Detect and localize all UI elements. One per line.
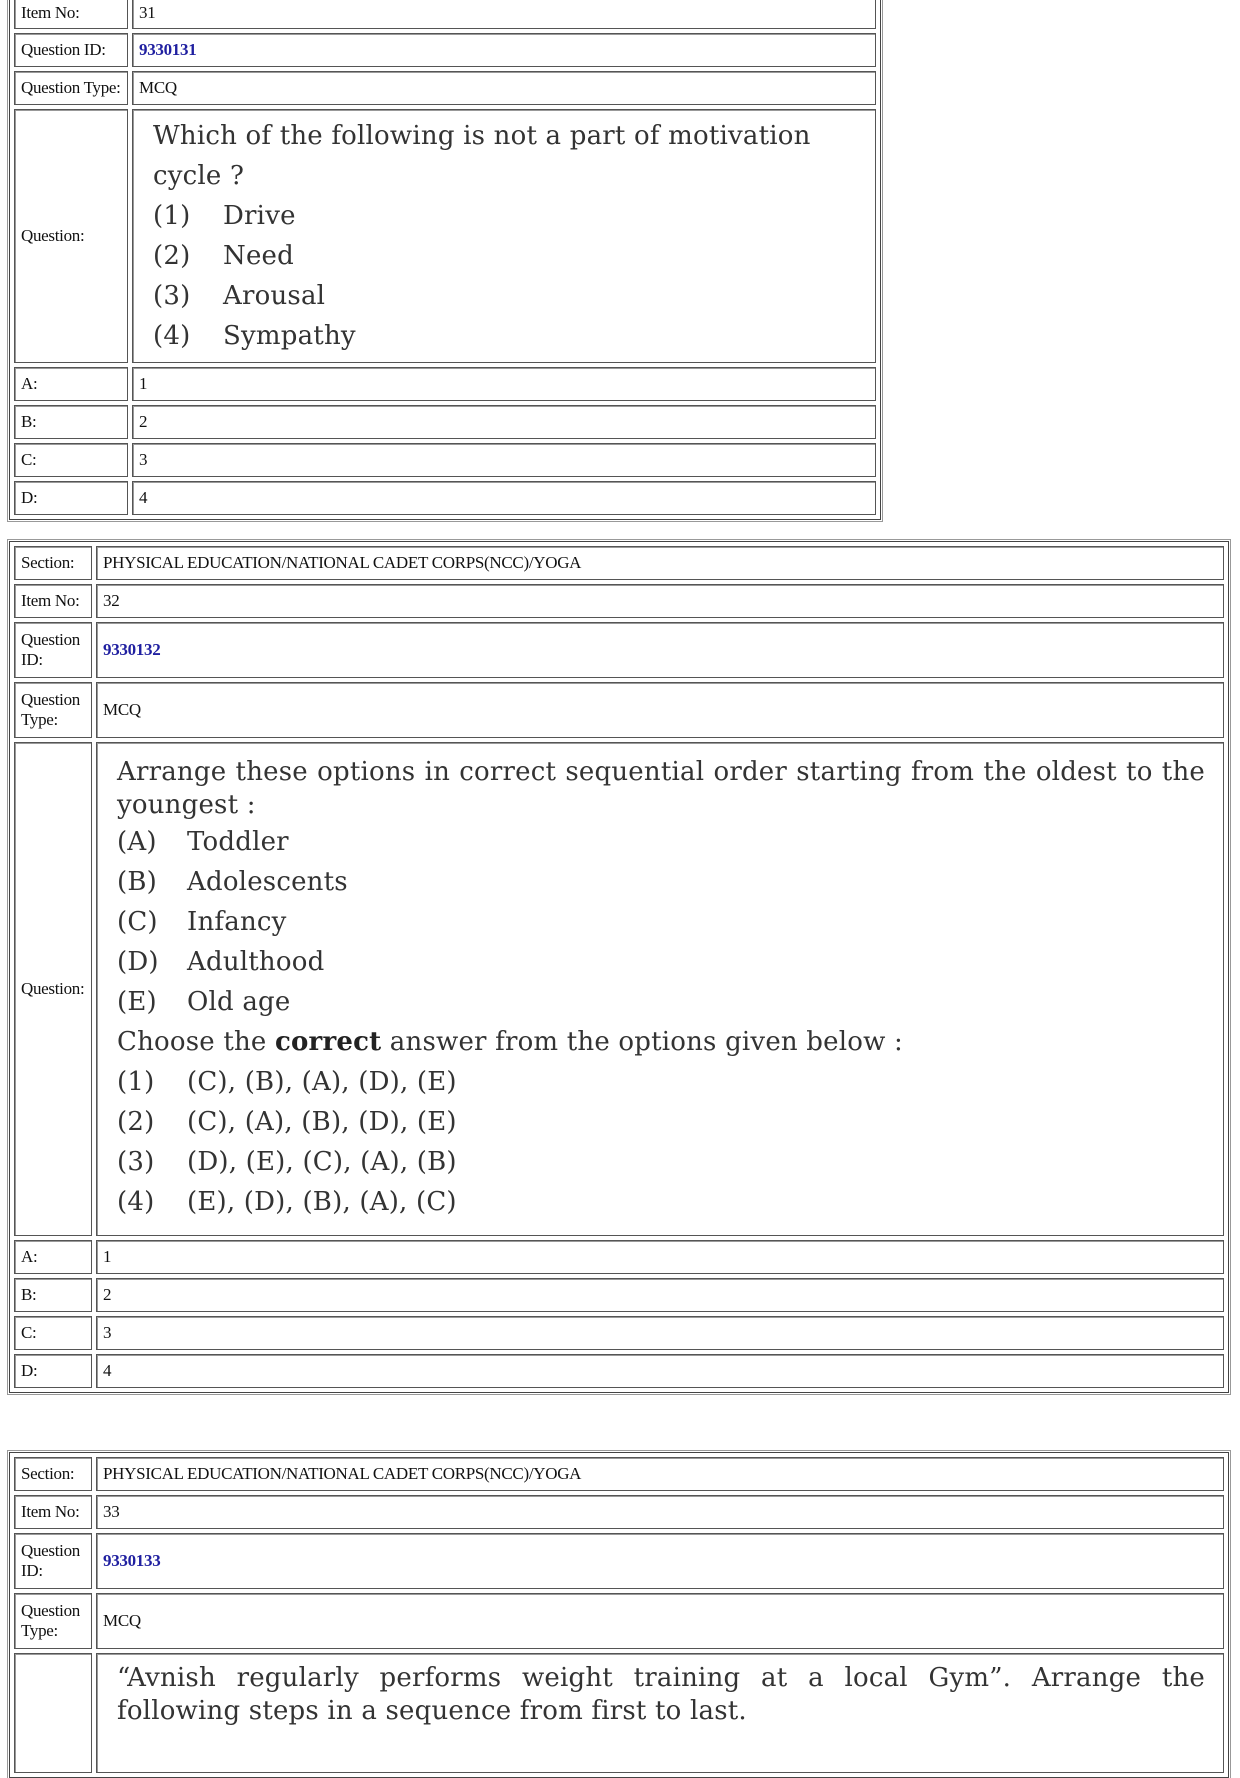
question-type-value: MCQ [132, 71, 876, 105]
option-2 [153, 236, 865, 276]
option-text: Sympathy [223, 321, 356, 351]
question-id-label: Question ID: [14, 33, 128, 67]
option-number: (3) [153, 281, 191, 311]
item-c [117, 902, 1205, 942]
option-number: (1) [117, 1067, 155, 1097]
answer-c-row [14, 443, 876, 477]
answer-a-label: A: [14, 1240, 92, 1274]
item-letter: (E) [117, 987, 157, 1017]
answer-b-row [14, 1278, 1224, 1312]
question-row [14, 1653, 1224, 1773]
item-no-value: 32 [96, 584, 1224, 618]
item-b [117, 862, 1205, 902]
option-number: (4) [153, 321, 191, 351]
question-id-value: 9330133 [96, 1533, 1224, 1589]
item-text: Toddler [187, 827, 289, 857]
question-type-label: Question Type: [14, 1593, 92, 1649]
item-text: Adolescents [187, 867, 348, 897]
question-id-row [14, 33, 876, 67]
item-letter: (A) [117, 827, 157, 857]
question-stem: Arrange these options in correct sequential order starting from the oldest to the youngest : [117, 757, 1205, 820]
question-type-label: Question Type: [14, 682, 92, 738]
question-type-row [14, 71, 876, 105]
option-number: (4) [117, 1187, 155, 1217]
answer-a-row [14, 367, 876, 401]
choose-instruction [117, 1022, 1205, 1062]
question-33-card [9, 1452, 1229, 1778]
question-type-row [14, 1593, 1224, 1649]
section-label: Section: [14, 546, 92, 580]
question-type-value: MCQ [96, 1593, 1224, 1649]
answer-a-label: A: [14, 367, 128, 401]
option-number: (2) [117, 1107, 155, 1137]
option-text: Arousal [223, 281, 326, 311]
item-no-label: Item No: [14, 584, 92, 618]
section-label: Section: [14, 1457, 92, 1491]
answer-d-label: D: [14, 1354, 92, 1388]
question-id-label: Question ID: [14, 1533, 92, 1589]
question-31-card [9, 0, 881, 520]
answer-c-row [14, 1316, 1224, 1350]
answer-a-value: 1 [96, 1240, 1224, 1274]
option-number: (1) [153, 201, 191, 231]
item-text: Adulthood [187, 947, 325, 977]
option-4 [153, 316, 865, 356]
answer-b-label: B: [14, 1278, 92, 1312]
answer-a-row [14, 1240, 1224, 1274]
item-no-value: 33 [96, 1495, 1224, 1529]
item-a [117, 822, 1205, 862]
question-type-value: MCQ [96, 682, 1224, 738]
option-1 [117, 1062, 1205, 1102]
item-d [117, 942, 1205, 982]
item-text: Old age [187, 987, 291, 1017]
question-body [132, 109, 876, 363]
option-text: (D), (E), (C), (A), (B) [187, 1147, 457, 1177]
option-text: (C), (A), (B), (D), (E) [187, 1107, 457, 1137]
item-letter: (B) [117, 867, 157, 897]
answer-d-row [14, 481, 876, 515]
option-text: (E), (D), (B), (A), (C) [187, 1187, 457, 1217]
question-id-value: 9330131 [132, 33, 876, 67]
choose-text-pre: Choose the [117, 1027, 275, 1057]
answer-c-label: C: [14, 1316, 92, 1350]
answer-b-label: B: [14, 405, 128, 439]
choose-text-post: answer from the options given below : [381, 1027, 903, 1057]
question-label: Question: [14, 742, 92, 1236]
option-text: Need [223, 241, 294, 271]
item-no-row [14, 584, 1224, 618]
question-id-row [14, 622, 1224, 678]
answer-d-label: D: [14, 481, 128, 515]
section-row [14, 1457, 1224, 1491]
answer-b-row [14, 405, 876, 439]
option-text: Drive [223, 201, 296, 231]
option-number: (3) [117, 1147, 155, 1177]
item-text: Infancy [187, 907, 287, 937]
question-body [96, 1653, 1224, 1773]
question-stem: Which of the following is not a part of motivation cycle ? [153, 121, 811, 191]
question-id-value: 9330132 [96, 622, 1224, 678]
question-label: Question: [14, 109, 128, 363]
question-type-label: Question Type: [14, 71, 128, 105]
question-id-label: Question ID: [14, 622, 92, 678]
item-no-label: Item No: [14, 0, 128, 29]
question-body [96, 742, 1224, 1236]
choose-text-bold: correct [274, 1027, 382, 1057]
section-row [14, 546, 1224, 580]
option-text: (C), (B), (A), (D), (E) [187, 1067, 457, 1097]
section-value: PHYSICAL EDUCATION/NATIONAL CADET CORPS(NCC)/YOGA [96, 546, 1224, 580]
answer-b-value: 2 [132, 405, 876, 439]
option-3 [117, 1142, 1205, 1182]
item-no-value: 31 [132, 0, 876, 29]
answer-d-value: 4 [132, 481, 876, 515]
answer-c-value: 3 [132, 443, 876, 477]
item-e [117, 982, 1205, 1022]
question-32-card [9, 541, 1229, 1393]
answer-b-value: 2 [96, 1278, 1224, 1312]
answer-d-row [14, 1354, 1224, 1388]
option-1 [153, 196, 865, 236]
question-type-row [14, 682, 1224, 738]
question-row [14, 742, 1224, 1236]
question-row [14, 109, 876, 363]
option-4 [117, 1182, 1205, 1222]
question-label [14, 1653, 92, 1773]
question-stem: “Avnish regularly performs weight training at a local Gym”. Arrange the following steps in a sequence from first to last. [117, 1663, 1205, 1726]
item-no-label: Item No: [14, 1495, 92, 1529]
section-value: PHYSICAL EDUCATION/NATIONAL CADET CORPS(NCC)/YOGA [96, 1457, 1224, 1491]
option-3 [153, 276, 865, 316]
item-letter: (D) [117, 947, 159, 977]
answer-c-value: 3 [96, 1316, 1224, 1350]
option-number: (2) [153, 241, 191, 271]
option-2 [117, 1102, 1205, 1142]
answer-d-value: 4 [96, 1354, 1224, 1388]
item-letter: (C) [117, 907, 158, 937]
question-id-row [14, 1533, 1224, 1589]
item-no-row [14, 0, 876, 29]
item-no-row [14, 1495, 1224, 1529]
answer-a-value: 1 [132, 367, 876, 401]
answer-c-label: C: [14, 443, 128, 477]
